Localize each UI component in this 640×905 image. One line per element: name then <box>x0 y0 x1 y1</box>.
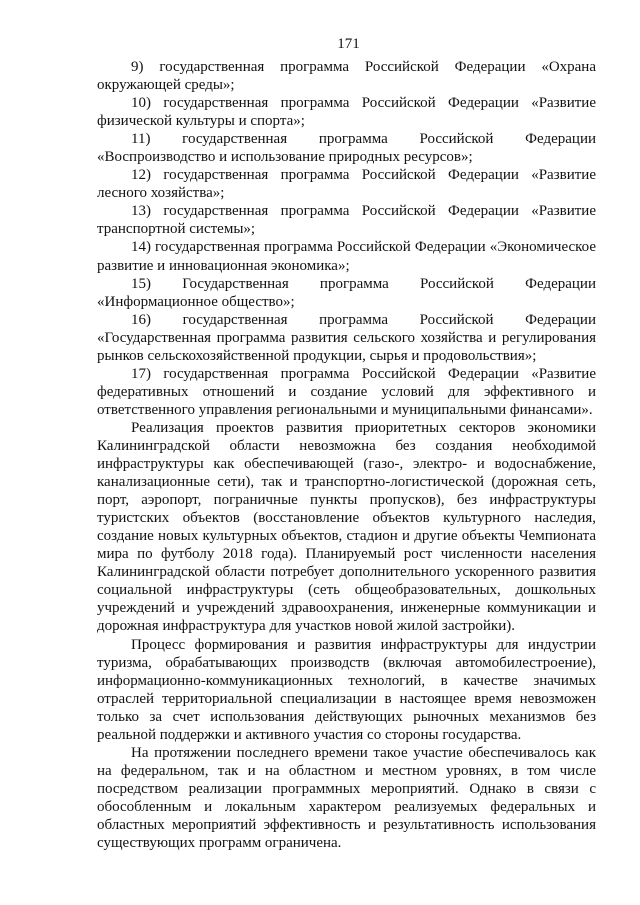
paragraph-programs-participation: На протяжении последнего времени такое участие обеспечивалось как на федеральном, так и на областном и местном уровнях, в том числе посредством реализации программных мероприятий. Однако в связи с обособленным и локальным характером реализуемых федеральных и областных мероприятий эффективность и результативность использования существующих программ ограничена. <box>97 744 596 852</box>
paragraph-tourism-infrastructure: Процесс формирования и развития инфраструктуры для индустрии туризма, обрабатывающих производств (включая автомобилестроение), информационно-коммуникационных технологий, в качестве значимых отраслей территориальной специализации в настоящее время невозможен только за счет использования действующих рыночных механизмов без реальной поддержки и активного участия со стороны государства. <box>97 636 596 743</box>
list-item-13: 13) государственная программа Российской Федерации «Развитие транспортной системы»; <box>97 203 596 238</box>
list-item-17: 17) государственная программа Российской Федерации «Развитие федеративных отношений и создание условий для эффективного и ответственного управления региональными и муниципальными финансами». <box>97 365 596 418</box>
paragraph-infrastructure: Реализация проектов развития приоритетных секторов экономики Калининградской области невозможна без создания необходимой инфраструктуры как обеспечивающей (газо-, электро- и водоснабжение, канализационные сети), так и транспортно-логистической (дорожная сеть, порт, аэропорт, пограничные пункты пропусков), без инфраструктуры туристских объектов (восстановление объектов культурного наследия, создание новых культурных объектов, стадион и другие объекты Чемпионата мира по футболу 2018 года). Планируемый рост численности населения Калининградской области потребует дополнительного ускоренного развития социальной инфраструктуры (сеть общеобразовательных, дошкольных учреждений и учреждений здравоохранения, инженерные коммуникации и дорожная инфраструктура для участков новой жилой застройки). <box>97 419 596 635</box>
list-item-10: 10) государственная программа Российской Федерации «Развитие физической культуры и спорта»; <box>97 95 596 130</box>
list-item-14: 14) государственная программа Российской Федерации «Экономическое развитие и инновационная экономика»; <box>97 239 596 274</box>
list-item-11: 11) государственная программа Российской Федерации «Воспроизводство и использование природных ресурсов»; <box>97 131 596 166</box>
list-item-15: 15) Государственная программа Российской Федерации «Информационное общество»; <box>97 275 596 310</box>
list-item-12: 12) государственная программа Российской Федерации «Развитие лесного хозяйства»; <box>97 167 596 202</box>
list-item-9: 9) государственная программа Российской Федерации «Охрана окружающей среды»; <box>97 59 596 94</box>
list-item-16: 16) государственная программа Российской Федерации «Государственная программа развития сельского хозяйства и регулирования рынков сельскохозяйственной продукции, сырья и продовольствия»; <box>97 311 596 364</box>
page-number: 171 <box>337 36 360 52</box>
